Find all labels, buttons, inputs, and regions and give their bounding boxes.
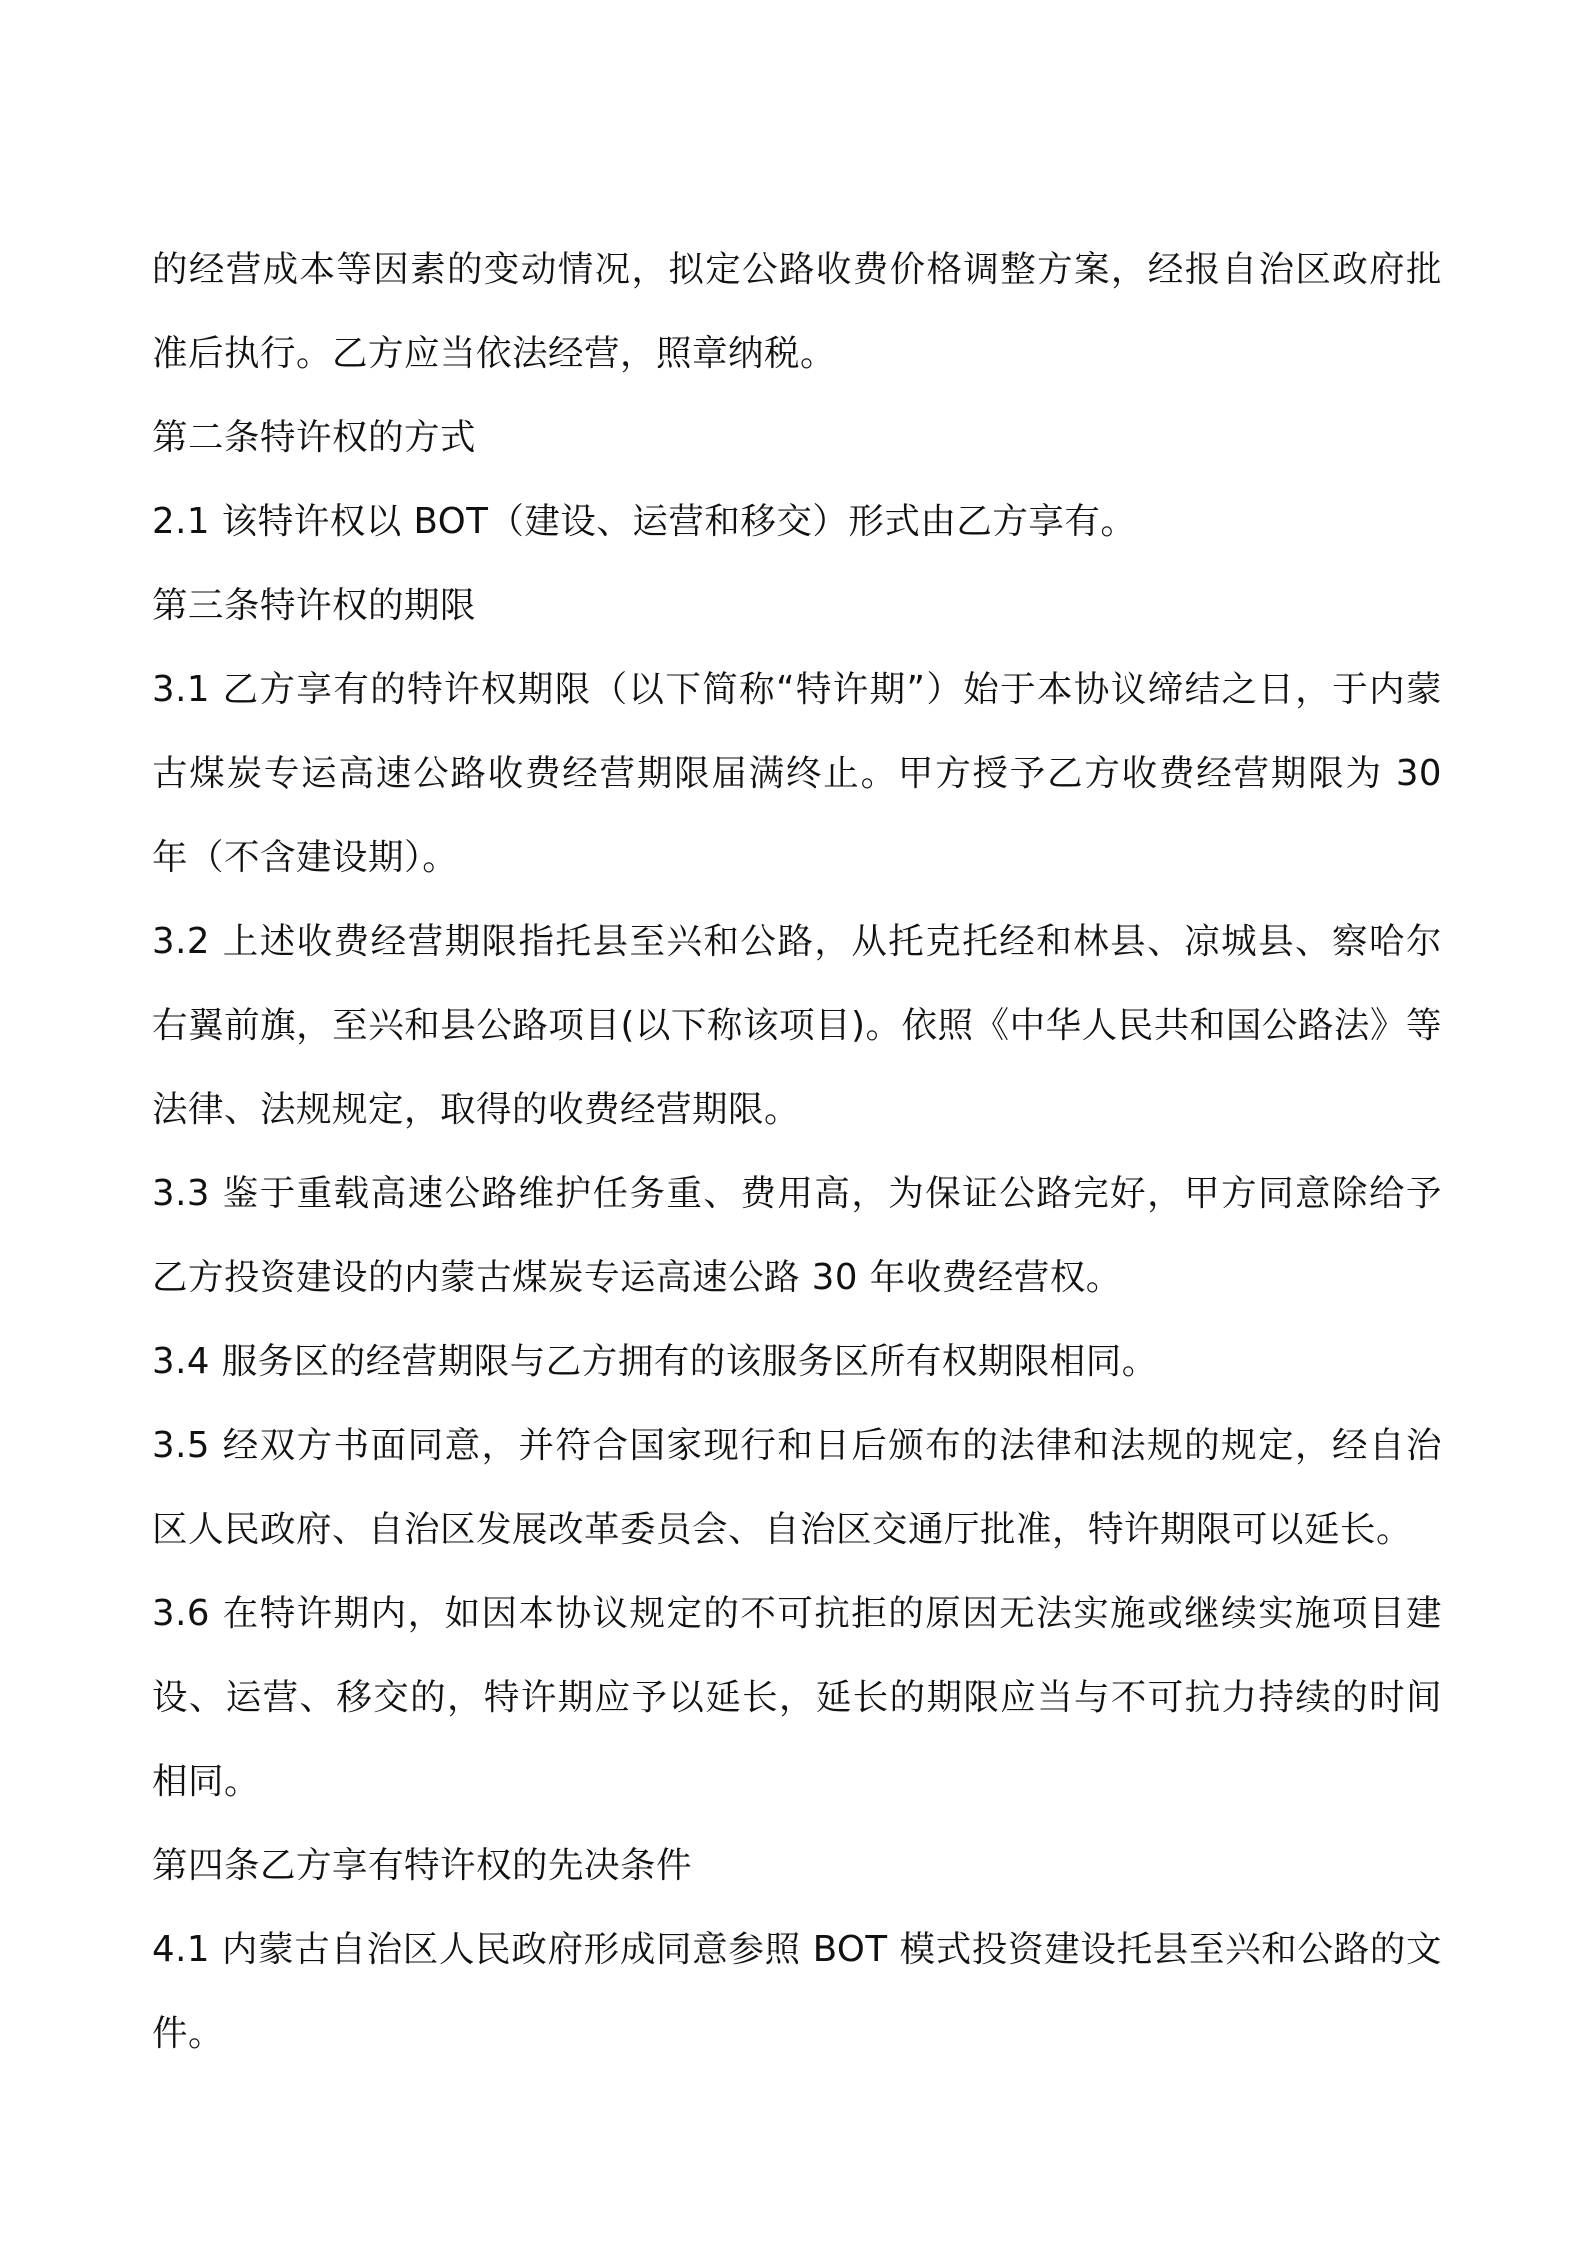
clause-3-2: 3.2 上述收费经营期限指托县至兴和公路，从托克托经和林县、凉城县、察哈尔右翼前旗，至兴和县公路项目(以下称该项目)。依照《中华人民共和国公路法》等法律、法规规定，取得的收费经营期限。 [152, 921, 1442, 1130]
article-2-heading: 第二条特许权的方式 [152, 417, 477, 458]
document-body [152, 228, 1442, 2076]
clause-3-5: 3.5 经双方书面同意，并符合国家现行和日后颁布的法律和法规的规定，经自治区人民政府、自治区发展改革委员会、自治区交通厅批准，特许期限可以延长。 [152, 1425, 1442, 1550]
clause-3-4: 3.4 服务区的经营期限与乙方拥有的该服务区所有权期限相同。 [152, 1341, 1158, 1382]
clause-2-1: 2.1 该特许权以 BOT（建设、运营和移交）形式由乙方享有。 [152, 501, 1137, 542]
clause-3-3: 3.3 鉴于重载高速公路维护任务重、费用高，为保证公路完好，甲方同意除给予乙方投资建设的内蒙古煤炭专运高速公路 30 年收费经营权。 [152, 1173, 1442, 1298]
article-4-heading: 第四条乙方享有特许权的先决条件 [152, 1845, 693, 1886]
clause-4-1: 4.1 内蒙古自治区人民政府形成同意参照 BOT 模式投资建设托县至兴和公路的文件。 [152, 1929, 1442, 2054]
paragraph-continuation: 的经营成本等因素的变动情况，拟定公路收费价格调整方案，经报自治区政府批准后执行。乙方应当依法经营，照章纳税。 [152, 249, 1442, 374]
clause-3-6: 3.6 在特许期内，如因本协议规定的不可抗拒的原因无法实施或继续实施项目建设、运营、移交的，特许期应予以延长，延长的期限应当与不可抗力持续的时间相同。 [152, 1593, 1442, 1802]
clause-3-1: 3.1 乙方享有的特许权期限（以下简称“特许期”）始于本协议缔结之日，于内蒙古煤炭专运高速公路收费经营期限届满终止。甲方授予乙方收费经营期限为 30 年（不含建设期）。 [152, 669, 1442, 878]
article-3-heading: 第三条特许权的期限 [152, 585, 477, 626]
